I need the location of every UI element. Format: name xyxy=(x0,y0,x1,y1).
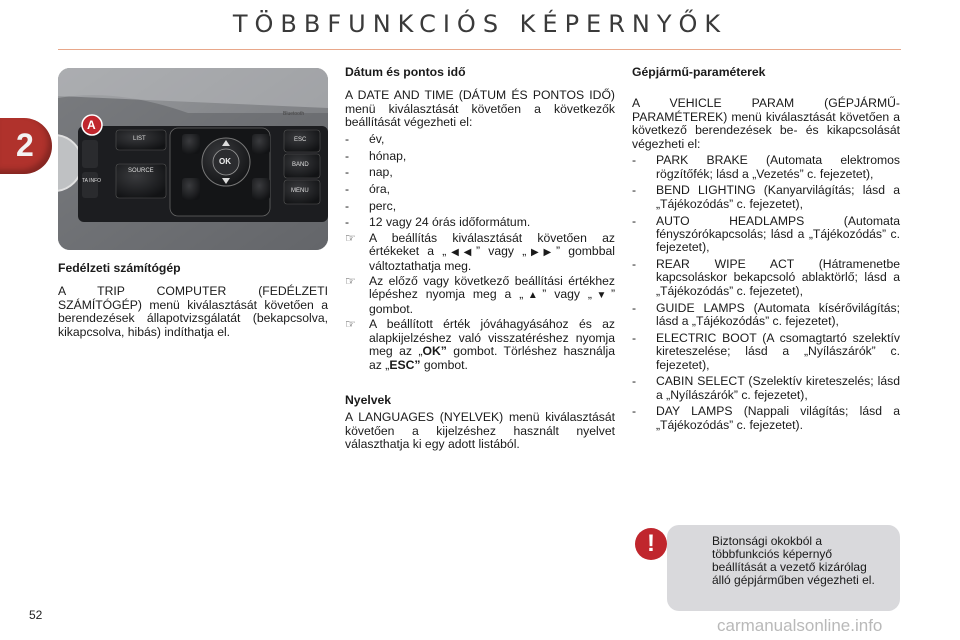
vehicle-params-section xyxy=(632,66,900,432)
vehicle-params-heading: Gépjármű-paraméterek xyxy=(632,65,766,79)
title-divider xyxy=(58,49,901,50)
languages-heading: Nyelvek xyxy=(345,392,392,407)
tip-item: ☞ A beállítás kiválasztását követően az értékeket a „◀◀” vagy „▶▶” gombbal változtathatja meg. xyxy=(345,230,615,273)
list-item: - perc, xyxy=(345,198,397,213)
control-panel-illustration xyxy=(58,68,328,250)
photo-marker-a: A xyxy=(87,118,96,132)
date-time-heading: Dátum és pontos idő xyxy=(345,65,466,79)
chapter-number: 2 xyxy=(16,127,34,163)
list-item: - nap, xyxy=(345,165,393,180)
list-item: - REAR WIPE ACT (Hátramenetbe kapcsoláskor bekapcsoló ablaktörlő; lásd a „Tájékozódás” c. fejezetet), xyxy=(632,257,900,298)
photo-label-menu: MENU xyxy=(291,188,309,194)
arrow-down-icon: ▼ xyxy=(591,290,611,302)
photo-label-band: BAND xyxy=(292,162,309,168)
photo-label-ok: OK xyxy=(219,157,231,166)
trip-computer-heading: Fedélzeti számítógép xyxy=(58,261,181,275)
list-item: - ELECTRIC BOOT (A csomagtartó szelektív kireteszelése; lásd a „Nyílászárók” c. fejezetet), xyxy=(632,330,900,372)
arrow-up-icon: ▲ xyxy=(523,290,543,302)
list-item: - BEND LIGHTING (Kanyarvilágítás; lásd a „Tájékozódás” c. fejezetet), xyxy=(632,183,900,211)
list-item: - év, xyxy=(345,131,385,146)
page-title: TÖBBFUNKCIÓS KÉPERNYŐK xyxy=(232,10,728,38)
pointing-hand-icon: ☞ xyxy=(345,317,356,332)
list-item: - GUIDE LAMPS (Automata kísérővilágítás; lásd a „Tájékozódás” c. fejezetet), xyxy=(632,300,900,328)
vehicle-params-text: A VEHICLE PARAM (GÉPJÁRMŰ-PARAMÉTEREK) menü kiválasztását követően a következő berendezések be- és kikapcsolását végezheti el: xyxy=(632,96,900,151)
photo-label-list: LIST xyxy=(133,136,146,142)
fast-forward-icon: ▶▶ xyxy=(526,247,556,259)
pointing-hand-icon: ☞ xyxy=(345,274,356,289)
control-panel-photo xyxy=(58,68,328,250)
safety-warning-text: Biztonsági okokból a többfunkciós képernyő beállítását a vezető kizárólag álló gépjárműben végezheti el. xyxy=(712,534,875,587)
tip-item: ☞ A beállított érték jóváhagyásához és az alapkijelzéshez való visszatéréshez nyomja meg az „OK” gombot. Törléshez használja az „ESC” gombot. xyxy=(345,317,615,372)
rewind-icon: ◀◀ xyxy=(446,247,477,259)
photo-label-esc: ESC xyxy=(294,137,307,143)
date-time-text: A DATE AND TIME (DÁTUM ÉS PONTOS IDŐ) menü kiválasztását követően a következők beállítását végezheti el: xyxy=(345,88,615,130)
tip-item: ☞ Az előző vagy következő beállítási értékhez lépéshez nyomja meg a „▲” vagy „▼” gombot. xyxy=(345,274,615,316)
page-number: 52 xyxy=(29,608,43,622)
list-item: - DAY LAMPS (Nappali világítás; lásd a „Tájékozódás” c. fejezetet). xyxy=(632,404,900,432)
date-time-section xyxy=(345,66,615,452)
list-item: - 12 vagy 24 órás időformátum. xyxy=(345,215,531,230)
photo-label-source: SOURCE xyxy=(128,168,154,174)
list-item: - PARK BRAKE (Automata elektromos rögzítőfék; lásd a „Vezetés” c. fejezetet), xyxy=(632,153,900,181)
list-item: - CABIN SELECT (Szelektív kireteszelés; lásd a „Nyílászárók” c. fejezetet), xyxy=(632,374,900,402)
chapter-tab xyxy=(0,118,52,174)
list-item: - óra, xyxy=(345,182,391,197)
languages-text: A LANGUAGES (NYELVEK) menü kiválasztását követően a kijelzéshez használt nyelvet választhatja ki egy adott listából. xyxy=(345,410,615,452)
safety-warning-box xyxy=(667,525,900,611)
photo-label-ta-info: TA INFO xyxy=(82,178,102,184)
trip-computer-section xyxy=(58,262,328,339)
pointing-hand-icon: ☞ xyxy=(345,230,356,245)
list-item: - hónap, xyxy=(345,148,407,163)
photo-label-bluetooth: Bluetooth xyxy=(283,111,305,117)
trip-computer-text: A TRIP COMPUTER (FEDÉLZETI SZÁMÍTÓGÉP) menü kiválasztását követően a berendezések állapotvizsgálatát (bekapcsolva, kikapcsolva, hibás) indíthatja el. xyxy=(58,284,328,339)
list-item: - AUTO HEADLAMPS (Automata fényszórókapcsolás; lásd a „Tájékozódás” c. fejezetet), xyxy=(632,213,900,255)
exclamation-icon: ! xyxy=(635,528,667,560)
watermark: carmanualsonline.info xyxy=(717,616,883,635)
